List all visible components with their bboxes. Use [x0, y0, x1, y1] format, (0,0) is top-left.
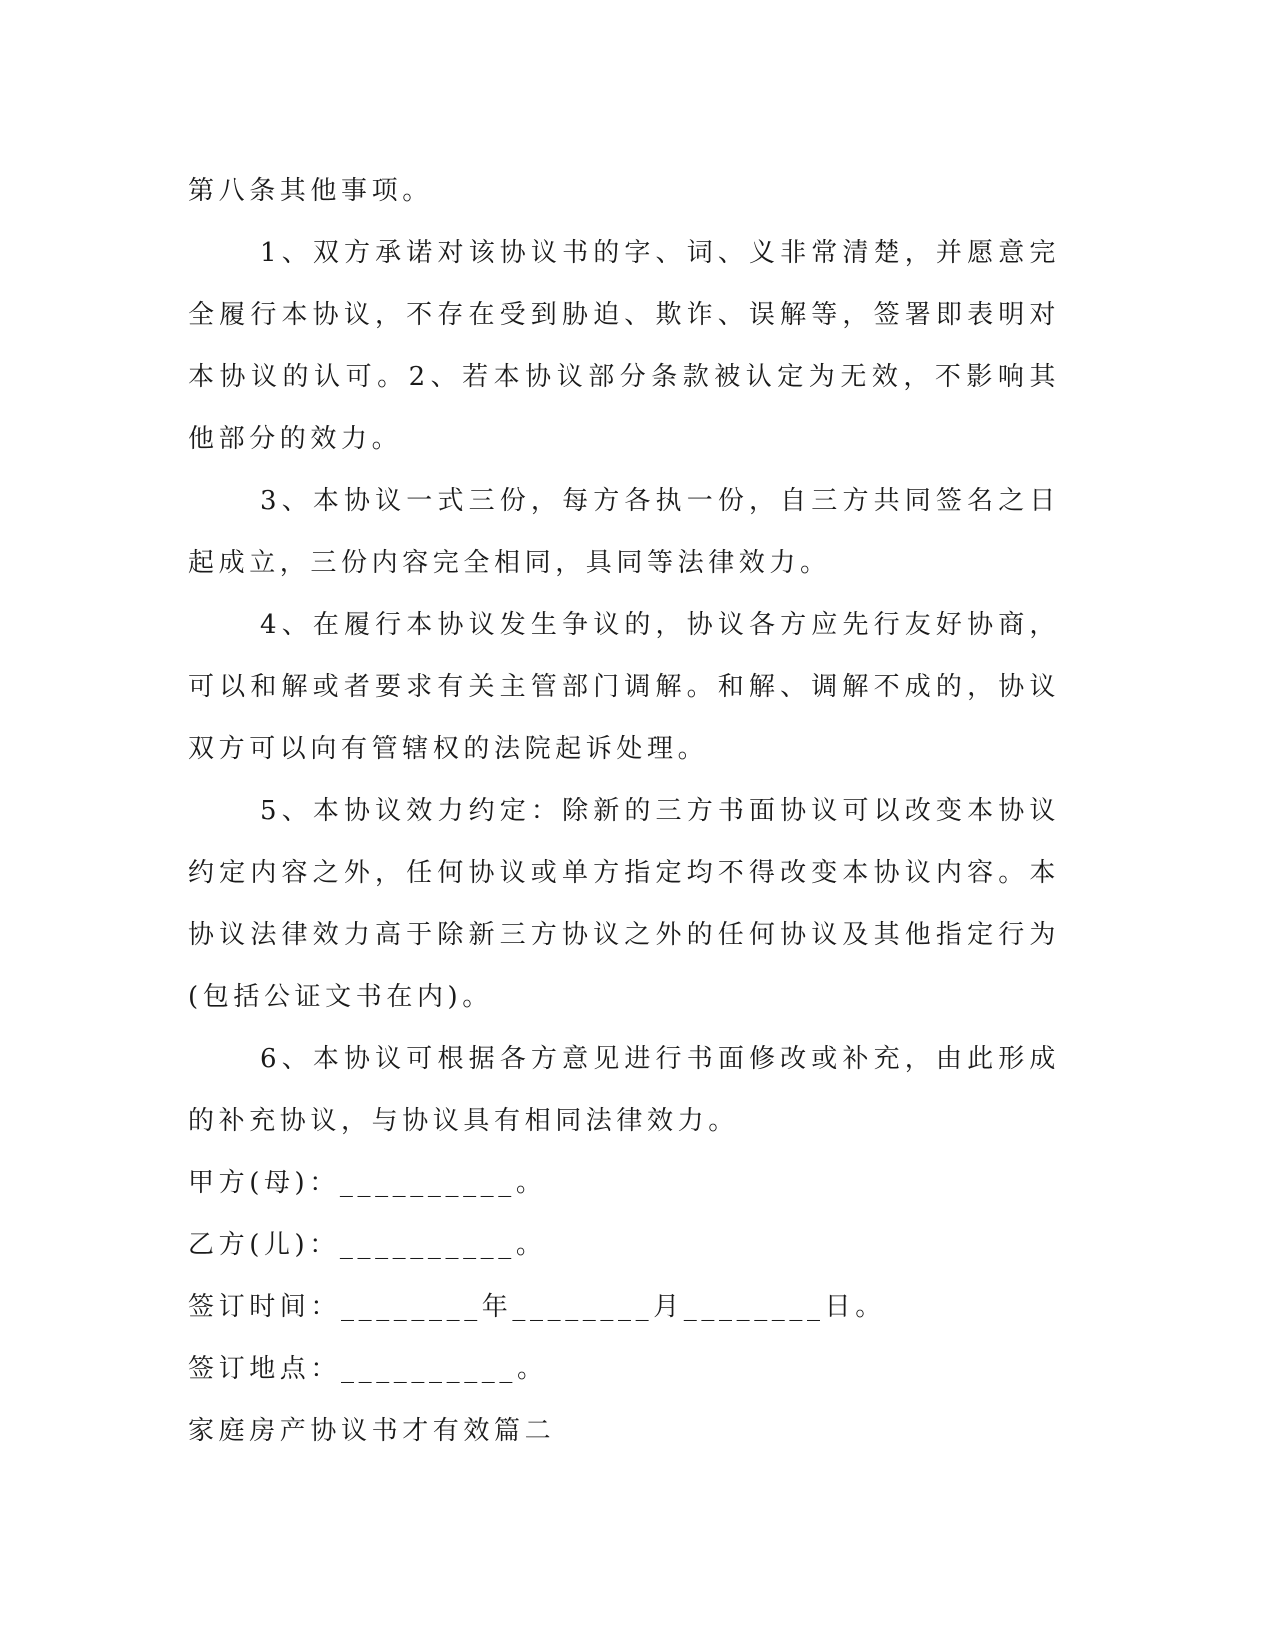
signature-party-a: 甲方(母)：__________。 [188, 1168, 547, 1198]
clause-5: 5、本协议效力约定：除新的三方书面协议可以改变本协议约定内容之外，任何协议或单方指定均不得改变本协议内容。本协议法律效力高于除新三方协议之外的任何协议及其他指定行为(包括公证文书在内)。 [188, 796, 1060, 1012]
signature-date: 签订时间：________年________月________日。 [188, 1292, 886, 1322]
document-body [188, 160, 1060, 1462]
signature-party-b: 乙方(儿)：__________。 [188, 1230, 547, 1260]
clause-1-2: 1、双方承诺对该协议书的字、词、义非常清楚，并愿意完全履行本协议，不存在受到胁迫、欺诈、误解等，签署即表明对本协议的认可。2、若本协议部分条款被认定为无效，不影响其他部分的效力。 [188, 238, 1060, 454]
section-heading: 第八条其他事项。 [188, 176, 433, 206]
signature-place: 签订地点：__________。 [188, 1354, 548, 1384]
next-section-title: 家庭房产协议书才有效篇二 [188, 1416, 556, 1446]
clause-3: 3、本协议一式三份，每方各执一份，自三方共同签名之日起成立，三份内容完全相同，具同等法律效力。 [188, 486, 1060, 578]
clause-4: 4、在履行本协议发生争议的，协议各方应先行友好协商，可以和解或者要求有关主管部门调解。和解、调解不成的，协议双方可以向有管辖权的法院起诉处理。 [188, 610, 1060, 764]
clause-6: 6、本协议可根据各方意见进行书面修改或补充，由此形成的补充协议，与协议具有相同法律效力。 [188, 1044, 1060, 1136]
